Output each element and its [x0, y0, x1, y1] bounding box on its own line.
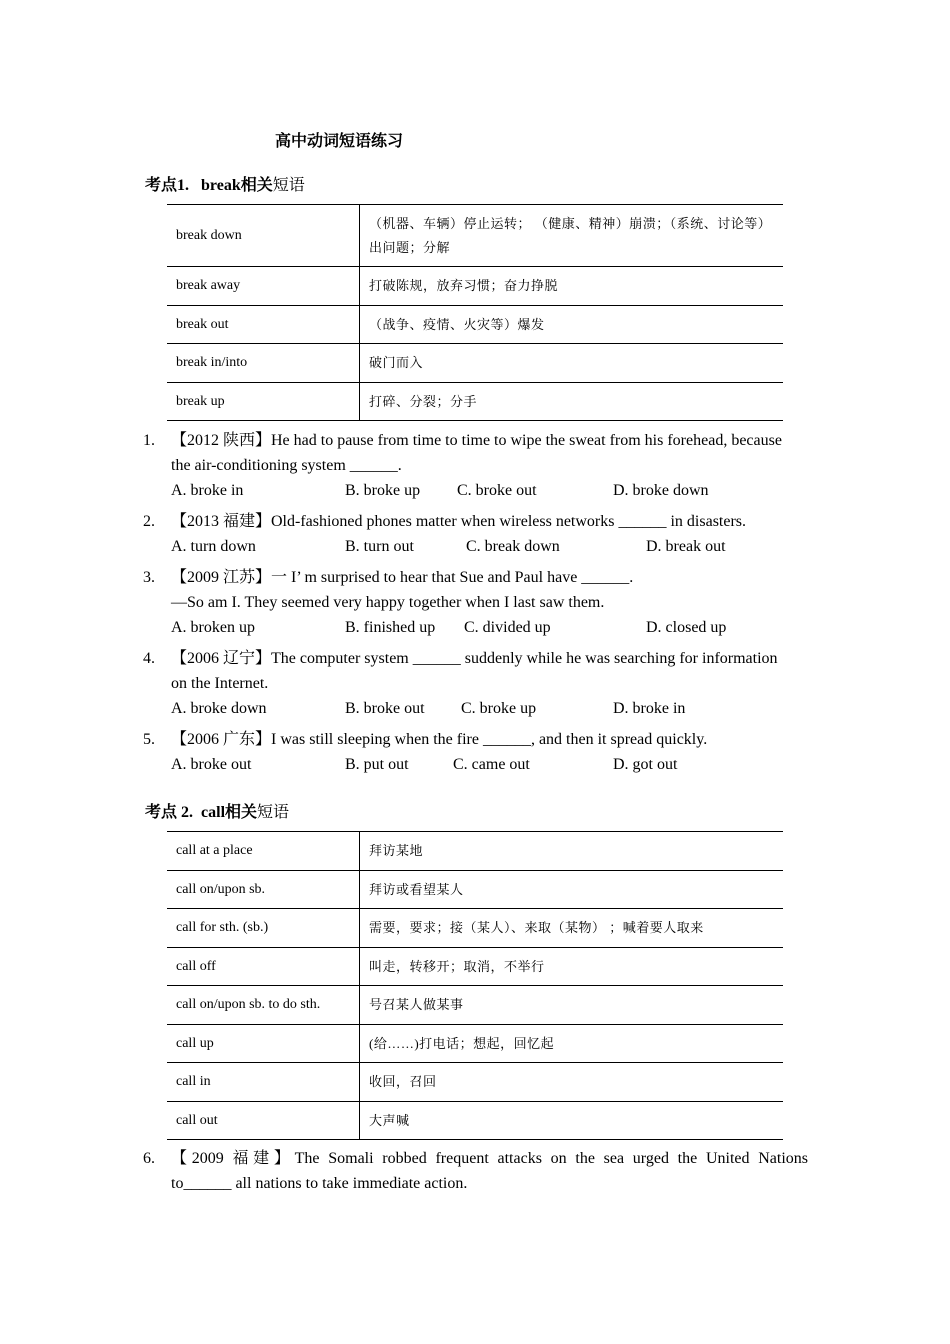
table-row	[167, 832, 783, 871]
meaning-cell: 拜访或看望某人	[360, 871, 784, 909]
question-number: 5.	[143, 731, 155, 748]
question-number: 4.	[143, 650, 155, 667]
option-c[interactable]: C. broke out	[457, 482, 537, 499]
option-d[interactable]: D. break out	[646, 538, 726, 555]
question-text: 【2009 江苏】一 I’ m surprised to hear that Sue and Paul have ______.	[171, 569, 634, 586]
phrase-cell: call for sth. (sb.)	[167, 909, 360, 948]
question-text-cont: to______ all nations to take immediate action.	[171, 1175, 468, 1192]
question-text-cont: the air-conditioning system ______.	[171, 457, 402, 474]
section-label: 考点1.	[145, 177, 190, 194]
option-a[interactable]: A. turn down	[171, 538, 256, 555]
question-text: 【2006 辽宁】The computer system ______ suddenly while he was searching for information	[171, 650, 778, 667]
phrase-cell: call on/upon sb.	[167, 871, 360, 909]
table-row	[167, 383, 783, 421]
question-1	[143, 428, 808, 503]
meaning-cell: 号召某人做某事	[360, 986, 784, 1025]
table-row	[167, 205, 783, 267]
meaning-cell: (给……)打电话；想起，回忆起	[360, 1025, 784, 1063]
question-number: 6.	[143, 1150, 155, 1167]
section-tail: 短语	[272, 177, 305, 194]
option-c[interactable]: C. broke up	[461, 700, 537, 717]
phrase-cell: call up	[167, 1025, 360, 1063]
question-number: 3.	[143, 569, 155, 586]
question-6	[143, 1146, 808, 1196]
question-4	[143, 646, 808, 721]
meaning-cell: 打碎、分裂；分手	[360, 383, 784, 421]
section-tail: 短语	[257, 804, 290, 821]
table-row	[167, 267, 783, 306]
meaning-cell: （机器、车辆）停止运转； （健康、精神）崩溃；（系统、讨论等）出问题；分解	[360, 205, 784, 267]
options-row	[171, 752, 808, 777]
options-row	[171, 478, 808, 503]
table-row	[167, 1102, 783, 1140]
meaning-cell: 拜访某地	[360, 832, 784, 871]
question-3	[143, 565, 808, 640]
phrase-cell: call at a place	[167, 832, 360, 871]
meaning-cell: 大声喊	[360, 1102, 784, 1140]
section-suffix: 相关	[240, 177, 273, 194]
question-text: 【2006 广东】I was still sleeping when the fire ______, and then it spread quickly.	[171, 731, 708, 748]
option-b[interactable]: B. put out	[345, 756, 409, 773]
table-row	[167, 948, 783, 986]
option-c[interactable]: C. came out	[453, 756, 530, 773]
meaning-cell: 收回，召回	[360, 1063, 784, 1102]
table-row	[167, 306, 783, 344]
phrase-cell: break out	[167, 306, 360, 344]
table-row	[167, 1025, 783, 1063]
section-keyword: call	[201, 804, 226, 821]
question-text-cont: —So am I. They seemed very happy together when I last saw them.	[171, 594, 605, 611]
section-label: 考点 2.	[145, 804, 194, 821]
phrase-cell: break away	[167, 267, 360, 306]
option-b[interactable]: B. broke up	[345, 482, 421, 499]
option-a[interactable]: A. broke out	[171, 756, 252, 773]
options-row	[171, 696, 808, 721]
option-a[interactable]: A. broke down	[171, 700, 267, 717]
table-row	[167, 1063, 783, 1102]
option-c[interactable]: C. break down	[466, 538, 560, 555]
table-row	[167, 986, 783, 1025]
phrase-cell: call in	[167, 1063, 360, 1102]
question-number: 2.	[143, 513, 155, 530]
section-heading-call	[145, 799, 289, 822]
section-keyword: break	[201, 177, 241, 194]
option-d[interactable]: D. broke in	[613, 700, 686, 717]
option-d[interactable]: D. broke down	[613, 482, 709, 499]
phrase-cell: break up	[167, 383, 360, 421]
option-b[interactable]: B. turn out	[345, 538, 414, 555]
question-text: 【2009 福建】The Somali robbed frequent attacks on the sea urged the United Nations	[171, 1150, 808, 1167]
question-number: 1.	[143, 432, 155, 449]
phrase-cell: break down	[167, 205, 360, 267]
option-d[interactable]: D. closed up	[646, 619, 727, 636]
section-suffix: 相关	[225, 804, 258, 821]
meaning-cell: 需要，要求；接（某人）、来取（某物） ；喊着要人取来	[360, 909, 784, 948]
question-text-cont: on the Internet.	[171, 675, 269, 692]
table-row	[167, 344, 783, 383]
meaning-cell: 破门而入	[360, 344, 784, 383]
options-row	[171, 534, 808, 559]
meaning-cell: 叫走，转移开；取消，不举行	[360, 948, 784, 986]
meaning-cell: 打破陈规，放弃习惯；奋力挣脱	[360, 267, 784, 306]
question-text: 【2012 陕西】He had to pause from time to time to wipe the sweat from his forehead, because	[171, 432, 782, 449]
option-b[interactable]: B. broke out	[345, 700, 425, 717]
option-c[interactable]: C. divided up	[464, 619, 551, 636]
phrase-cell: call out	[167, 1102, 360, 1140]
option-d[interactable]: D. got out	[613, 756, 678, 773]
break-phrase-table	[167, 204, 783, 421]
phrase-cell: call on/upon sb. to do sth.	[167, 986, 360, 1025]
call-phrase-table	[167, 831, 783, 1140]
phrase-cell: call off	[167, 948, 360, 986]
section-heading-break	[145, 172, 305, 195]
question-5	[143, 727, 808, 777]
option-a[interactable]: A. broken up	[171, 619, 255, 636]
table-row	[167, 871, 783, 909]
page-title: 高中动词短语练习	[275, 133, 404, 150]
options-row	[171, 615, 808, 640]
option-b[interactable]: B. finished up	[345, 619, 436, 636]
meaning-cell: （战争、疫情、火灾等）爆发	[360, 306, 784, 344]
phrase-cell: break in/into	[167, 344, 360, 383]
question-text: 【2013 福建】Old-fashioned phones matter when wireless networks ______ in disasters.	[171, 513, 747, 530]
option-a[interactable]: A. broke in	[171, 482, 244, 499]
question-2	[143, 509, 808, 559]
table-row	[167, 909, 783, 948]
